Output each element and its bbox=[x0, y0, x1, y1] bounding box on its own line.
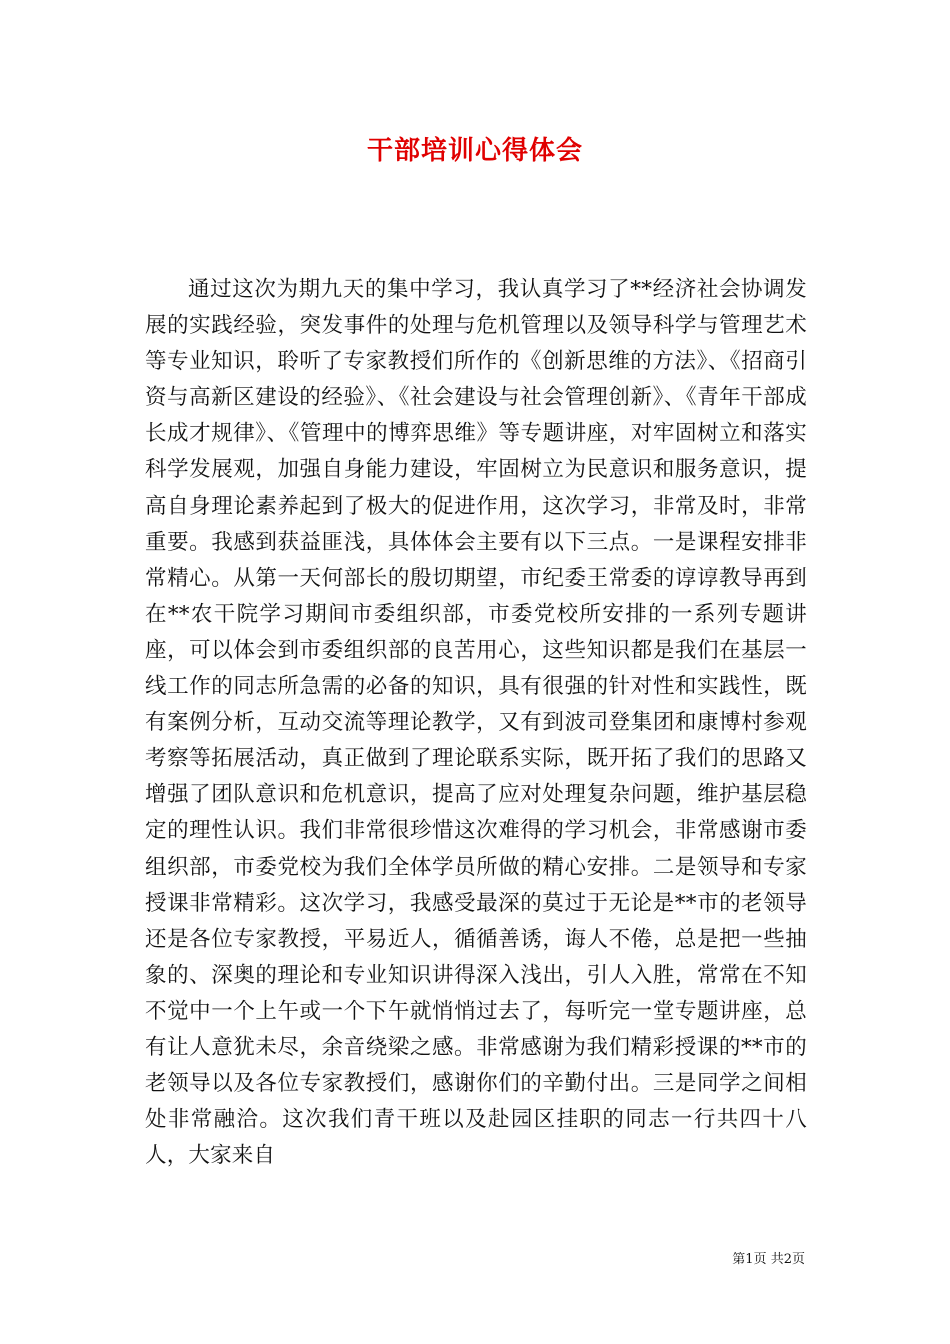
footer-prefix: 第 bbox=[732, 1252, 746, 1267]
footer-suffix: 页 bbox=[791, 1252, 805, 1267]
footer-middle: 页 共 bbox=[753, 1252, 784, 1267]
body-paragraph: 通过这次为期九天的集中学习，我认真学习了**经济社会协调发展的实践经验，突发事件的处理与危机管理以及领导科学与管理艺术等专业知识，聆听了专家教授们所作的《创新思维的方法》、《招商引资与高新区建设的经验》、《社会建设与社会管理创新》、《青年干部成长成才规律》、《管理中的博弈思维》等专题讲座，对牢固树立和落实科学发展观，加强自身能力建设，牢固树立为民意识和服务意识，提高自身理论素养起到了极大的促进作用，这次学习，非常及时，非常重要。我感到获益匪浅，具体体会主要有以下三点。一是课程安排非常精心。从第一天何部长的殷切期望，市纪委王常委的谆谆教导再到在**农干院学习期间市委组织部，市委党校所安排的一系列专题讲座，可以体会到市委组织部的良苦用心，这些知识都是我们在基层一线工作的同志所急需的必备的知识，具有很强的针对性和实践性，既有案例分析，互动交流等理论教学，又有到波司登集团和康博村参观考察等拓展活动，真正做到了理论联系实际，既开拓了我们的思路又增强了团队意识和危机意识，提高了应对处理复杂问题，维护基层稳定的理性认识。我们非常很珍惜这次难得的学习机会，非常感谢市委组织部，市委党校为我们全体学员所做的精心安排。二是领导和专家授课非常精彩。这次学习，我感受最深的莫过于无论是**市的老领导还是各位专家教授，平易近人，循循善诱，诲人不倦，总是把一些抽象的、深奥的理论和专业知识讲得深入浅出，引人入胜，常常在不知不觉中一个上午或一个下午就悄悄过去了，每听完一堂专题讲座，总有让人意犹未尽，余音绕梁之感。非常感谢为我们精彩授课的**市的老领导以及各位专家教授们，感谢你们的辛勤付出。三是同学之间相处非常融洽。这次我们青干班以及赴园区挂职的同志一行共四十八人，大家来自 bbox=[145, 277, 807, 1169]
document-title: 干部培训心得体会 bbox=[366, 136, 583, 166]
page-footer bbox=[732, 1248, 805, 1267]
footer-current-page: 1 bbox=[745, 1252, 754, 1267]
footer-total-pages: 2 bbox=[783, 1252, 792, 1267]
